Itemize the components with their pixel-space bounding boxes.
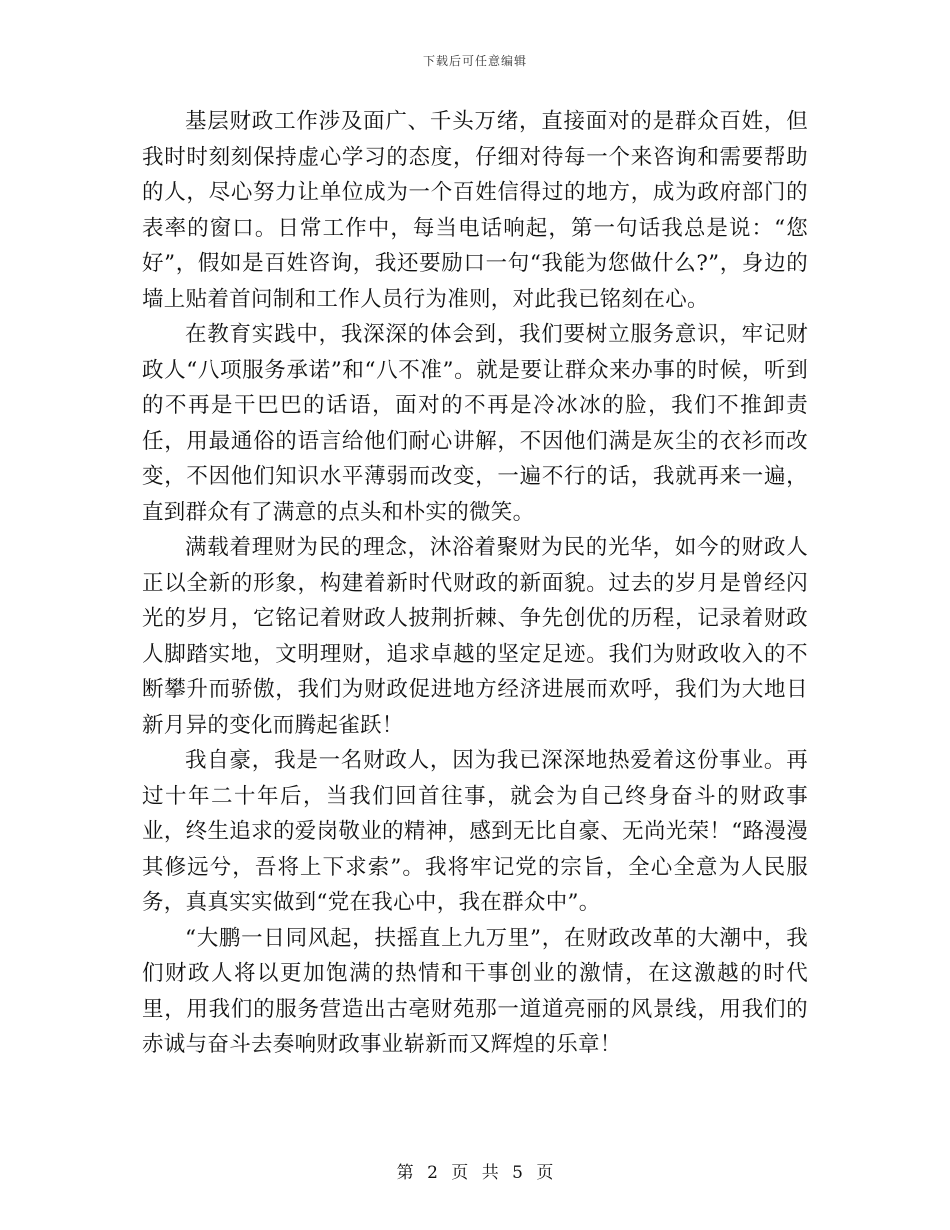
paragraph-4: 我自豪，我是一名财政人，因为我已深深地热爱着这份事业。再过十年二十年后，当我们回首往事，就会为自己终身奋斗的财政事业，终生追求的爱岗敬业的精神，感到无比自豪、无尚光荣！“路漫漫其修远兮，吾将上下求索”。我将牢记党的宗旨，全心全意为人民服务，真真实实做到“党在我心中，我在群众中”。 [142,748,808,915]
document-body [142,104,808,1063]
page-label-suffix: 页 [536,1163,554,1183]
total-label: 共 [481,1163,499,1183]
current-page-number: 2 [427,1163,438,1183]
paragraph-1: 基层财政工作涉及面广、千头万绪，直接面对的是群众百姓，但我时时刻刻保持虚心学习的态度，仔细对待每一个来咨询和需要帮助的人，尽心努力让单位成为一个百姓信得过的地方，成为政府部门的表率的窗口。日常工作中，每当电话响起，第一句话我总是说：“您好”，假如是百姓咨询，我还要励口一句“我能为您做什么?”，身边的墙上贴着首问制和工作人员行为准则，对此我已铭刻在心。 [142,109,808,312]
page-header: 下载后可任意编辑 [422,54,527,68]
paragraph-5: “大鹏一日同风起，扶摇直上九万里”，在财政改革的大潮中，我们财政人将以更加饱满的热情和干事创业的激情，在这激越的时代里，用我们的服务营造出古亳财苑那一道道亮丽的风景线，用我们的赤诚与奋斗去奏响财政事业崭新而又辉煌的乐章！ [142,925,808,1057]
paragraph-3: 满载着理财为民的理念，沐浴着聚财为民的光华，如今的财政人正以全新的形象，构建着新时代财政的新面貌。过去的岁月是曾经闪光的岁月，它铭记着财政人披荆折棘、争先创优的历程，记录着财政人脚踏实地，文明理财，追求卓越的坚定足迹。我们为财政收入的不断攀升而骄傲，我们为财政促进地方经济进展而欢呼，我们为大地日新月异的变化而腾起雀跃！ [142,535,808,738]
page-label-prefix: 第 [396,1163,414,1183]
total-pages-number: 5 [512,1163,523,1183]
paragraph-2: 在教育实践中，我深深的体会到，我们要树立服务意识，牢记财政人“八项服务承诺”和“八不准”。就是要让群众来办事的时候，听到的不再是干巴巴的话语，面对的不再是冷冰冰的脸，我们不推卸责任，用最通俗的语言给他们耐心讲解，不因他们满是灰尘的衣衫而改变，不因他们知识水平薄弱而改变，一遍不行的话，我就再来一遍，直到群众有了满意的点头和朴实的微笑。 [142,322,808,525]
page-label-mid: 页 [451,1163,469,1183]
page-footer [0,1158,950,1183]
